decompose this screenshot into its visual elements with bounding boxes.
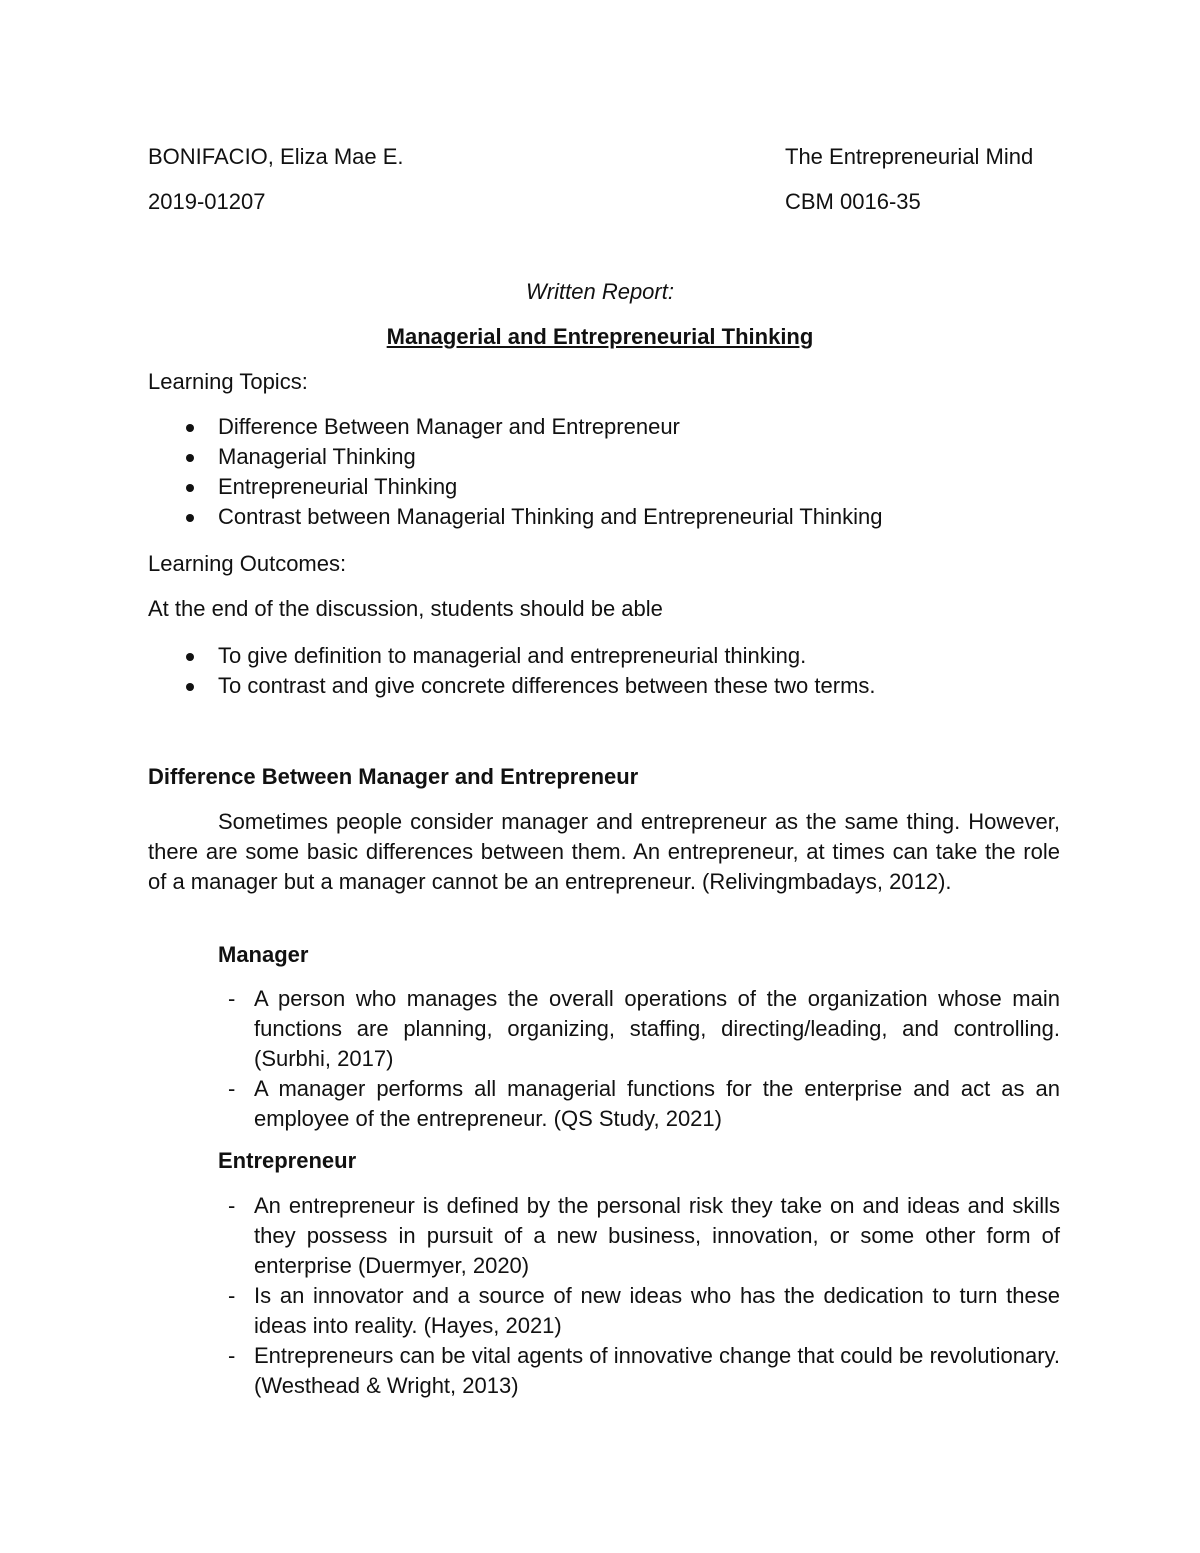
learning-outcomes-list xyxy=(148,641,876,701)
student-name: BONIFACIO, Eliza Mae E. xyxy=(148,144,404,169)
entrepreneur-heading: Entrepreneur xyxy=(218,1148,357,1173)
list-item: - Entrepreneurs can be vital agents of innovative change that could be revolutionary. (Westhead & Wright, 2013) xyxy=(228,1343,1060,1398)
bullet-icon xyxy=(186,484,194,492)
section-heading: Difference Between Manager and Entrepreneur xyxy=(148,764,639,789)
manager-heading: Manager xyxy=(218,942,309,967)
learning-topics-label: Learning Topics: xyxy=(148,369,308,394)
list-item: Difference Between Manager and Entrepreneur xyxy=(148,412,882,442)
report-title: Managerial and Entrepreneurial Thinking xyxy=(386,324,814,349)
list-item: To contrast and give concrete differences between these two terms. xyxy=(148,671,876,701)
list-item: To give definition to managerial and entrepreneurial thinking. xyxy=(148,641,876,671)
list-item: - An entrepreneur is defined by the personal risk they take on and ideas and skills they possess in pursuit of a new business, innovation, or some other form of enterprise (Duermyer, 2020) xyxy=(228,1193,1060,1278)
bullet-icon xyxy=(186,683,194,691)
bullet-icon xyxy=(186,454,194,462)
learning-outcomes-label: Learning Outcomes: xyxy=(148,551,347,576)
learning-outcomes-intro: At the end of the discussion, students should be able xyxy=(148,596,663,621)
list-item: - Is an innovator and a source of new ideas who has the dedication to turn these ideas into reality. (Hayes, 2021) xyxy=(228,1283,1060,1338)
entrepreneur-list xyxy=(218,1191,1060,1401)
course-code: CBM 0016-35 xyxy=(785,189,921,214)
list-item: - A person who manages the overall operations of the organization whose main functions are planning, organizing, staffing, directing/leading, and controlling. (Surbhi, 2017) xyxy=(228,986,1060,1071)
list-item: - A manager performs all managerial functions for the enterprise and act as an employee of the entrepreneur. (QS Study, 2021) xyxy=(228,1076,1060,1131)
bullet-icon xyxy=(186,514,194,522)
learning-topics-list xyxy=(148,412,882,532)
course-title: The Entrepreneurial Mind xyxy=(785,144,1034,169)
list-item: Contrast between Managerial Thinking and Entrepreneurial Thinking xyxy=(148,502,882,532)
report-label: Written Report: xyxy=(526,279,674,304)
list-item: Managerial Thinking xyxy=(148,442,882,472)
section-paragraph: Sometimes people consider manager and entrepreneur as the same thing. However, there are some basic differences between them. An entrepreneur, at times can take the role of a manager but a manager cannot be an entrepreneur. (Relivingmbadays, 2012). xyxy=(148,809,1060,894)
list-item: Entrepreneurial Thinking xyxy=(148,472,882,502)
bullet-icon xyxy=(186,424,194,432)
bullet-icon xyxy=(186,653,194,661)
student-id: 2019-01207 xyxy=(148,189,266,214)
manager-list xyxy=(218,984,1060,1134)
